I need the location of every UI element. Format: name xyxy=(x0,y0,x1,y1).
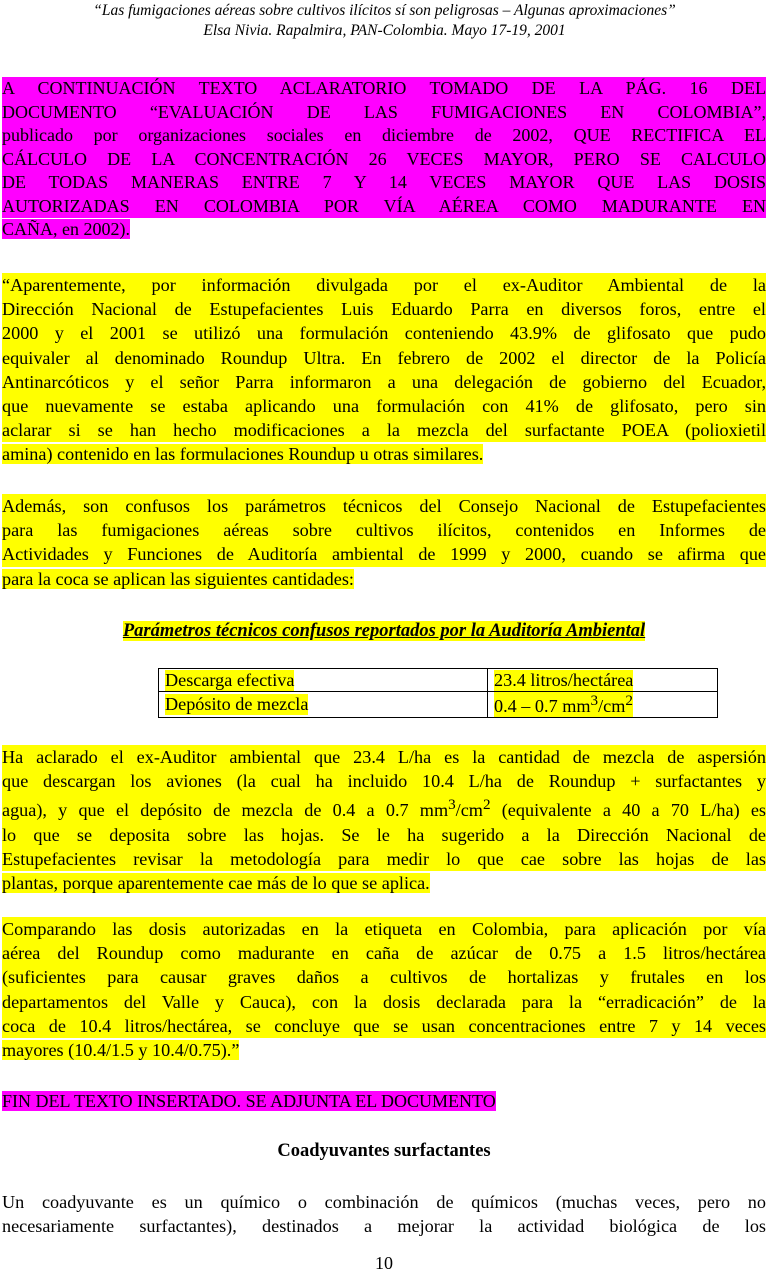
text-line: Antinarcóticos y el señor Parra informaron a una delegación de gobierno del Ecuador, xyxy=(2,370,766,394)
table-cell xyxy=(488,692,718,718)
superscript: 3 xyxy=(448,796,456,814)
note-line: CÁLCULO DE LA CONCENTRACIÓN 26 VECES MAYOR, PERO SE CALCULO xyxy=(2,148,766,172)
section-title: Coadyuvantes surfactantes xyxy=(277,1141,491,1161)
superscript: 2 xyxy=(482,796,491,814)
text-line: que nuevamente se estaba aplicando una formulación con 41% de glifosato, pero sin xyxy=(2,394,766,418)
paragraph-coadjuvants xyxy=(2,1190,766,1238)
note-line: AUTORIZADAS EN COLOMBIA POR VÍA AÉREA COMO MADURANTE EN xyxy=(2,195,766,219)
table-cell xyxy=(159,669,488,692)
params-heading xyxy=(2,621,766,642)
note-line: DOCUMENTO “EVALUACIÓN DE LAS FUMIGACIONES EN COLOMBIA”, xyxy=(2,101,766,125)
text-line: aclarar si se han hecho modificaciones a la mezcla del surfactante POEA (polioxietil xyxy=(2,418,766,442)
header-title: “Las fumigaciones aéreas sobre cultivos ilícitos sí son peligrosas – Algunas aproximaciones” xyxy=(93,2,676,19)
cell-label: Depósito de mezcla xyxy=(165,694,309,715)
text-line: necesariamente surfactantes), destinados a mejorar la actividad biológica de los xyxy=(2,1216,766,1237)
text-part: (equivalente a 40 a 70 L/ha) es xyxy=(490,800,766,821)
text-line: amina) contenido en las formulaciones Roundup u otras similares. xyxy=(2,444,484,465)
text-line: Ha aclarado el ex-Auditor ambiental que 23.4 L/ha es la cantidad de mezcla de aspersión xyxy=(2,745,766,769)
paragraph-parameters xyxy=(2,494,766,591)
text-line: Un coadyuvante es un químico o combinación de químicos (muchas veces, pero no xyxy=(2,1192,766,1212)
cell-label: Descarga efectiva xyxy=(165,669,295,690)
superscript: 2 xyxy=(625,692,633,709)
paragraph-auditor xyxy=(2,745,766,895)
text-line: equivaler al denominado Roundup Ultra. En febrero de 2002 el director de la Policía xyxy=(2,346,766,370)
clarifying-note xyxy=(2,77,766,242)
text-line: departamentos del Valle y Cauca), con la dosis declarada para la “erradicación” de la xyxy=(2,990,766,1014)
cell-value xyxy=(494,692,633,717)
text-line: que descargan los aviones (la cual ha incluido 10.4 L/ha de Roundup + surfactantes y xyxy=(2,769,766,793)
table-row xyxy=(159,669,718,692)
text-part: /cm xyxy=(455,800,483,821)
section-heading xyxy=(2,1141,766,1162)
text-line: lo que se deposita sobre las hojas. Se le ha sugerido a la Dirección Nacional de xyxy=(2,823,766,847)
text-line: 2000 y el 2001 se utilizó una formulación conteniendo 43.9% de glifosato que pudo xyxy=(2,321,766,345)
params-title: Parámetros técnicos confusos reportados por la Auditoría Ambiental xyxy=(122,621,646,641)
table-cell xyxy=(488,669,718,692)
paragraph-comparison xyxy=(2,917,766,1062)
text-line: “Aparentemente, por información divulgada por el ex-Auditor Ambiental de la xyxy=(2,273,766,297)
text-line: Además, son confusos los parámetros técnicos del Consejo Nacional de Estupefacientes xyxy=(2,494,766,518)
params-table xyxy=(158,668,718,718)
text-line: Dirección Nacional de Estupefacientes Luis Eduardo Parra en diversos foros, entre el xyxy=(2,297,766,321)
text-line: para la coca se aplican las siguientes cantidades: xyxy=(2,568,354,589)
text-line: aérea del Roundup como madurante en caña de azúcar de 0.75 a 1.5 litros/hectárea xyxy=(2,941,766,965)
text-line: Estupefacientes revisar la metodología para medir lo que cae sobre las hojas de las xyxy=(2,847,766,871)
running-header xyxy=(0,0,769,41)
note-line: publicado por organizaciones sociales en diciembre de 2002, QUE RECTIFICA EL xyxy=(2,124,766,148)
cell-value: 23.4 litros/hectárea xyxy=(494,669,634,690)
paragraph-formulation xyxy=(2,273,766,467)
text-line: Comparando las dosis autorizadas en la etiqueta en Colombia, para aplicación por vía xyxy=(2,917,766,941)
text-line xyxy=(2,793,766,822)
value-part: /cm xyxy=(598,696,626,717)
text-line: Actividades y Funciones de Auditoría ambiental de 1999 y 2000, cuando se afirma que xyxy=(2,542,766,566)
end-note-text: FIN DEL TEXTO INSERTADO. SE ADJUNTA EL DOCUMENTO xyxy=(2,1091,496,1111)
note-line: DE TODAS MANERAS ENTRE 7 Y 14 VECES MAYOR QUE LAS DOSIS xyxy=(2,171,766,195)
note-line: A CONTINUACIÓN TEXTO ACLARATORIO TOMADO DE LA PÁG. 16 DEL xyxy=(2,77,766,101)
text-line: (suficientes para causar graves daños a cultivos de hortalizas y frutales en los xyxy=(2,965,766,989)
page-number: 10 xyxy=(375,1253,393,1273)
text-part: agua), y que el depósito de mezcla de 0.4 a 0.7 mm xyxy=(2,800,449,821)
text-line: plantas, porque aparentemente cae más de lo que se aplica. xyxy=(2,873,430,894)
value-part: 0.4 – 0.7 mm xyxy=(494,696,591,717)
table-row xyxy=(159,692,718,718)
header-author: Elsa Nivia. Rapalmira, PAN-Colombia. Mayo 17-19, 2001 xyxy=(203,22,566,39)
text-line: para las fumigaciones aéreas sobre cultivos ilícitos, contenidos en Informes de xyxy=(2,518,766,542)
table-cell xyxy=(159,692,488,718)
superscript: 3 xyxy=(590,692,599,709)
text-line: coca de 10.4 litros/hectárea, se concluye que se usan concentraciones entre 7 y 14 veces xyxy=(2,1014,766,1038)
note-line: CAÑA, en 2002). xyxy=(2,219,130,239)
text-line: mayores (10.4/1.5 y 10.4/0.75).” xyxy=(2,1040,240,1061)
end-note xyxy=(2,1090,766,1114)
